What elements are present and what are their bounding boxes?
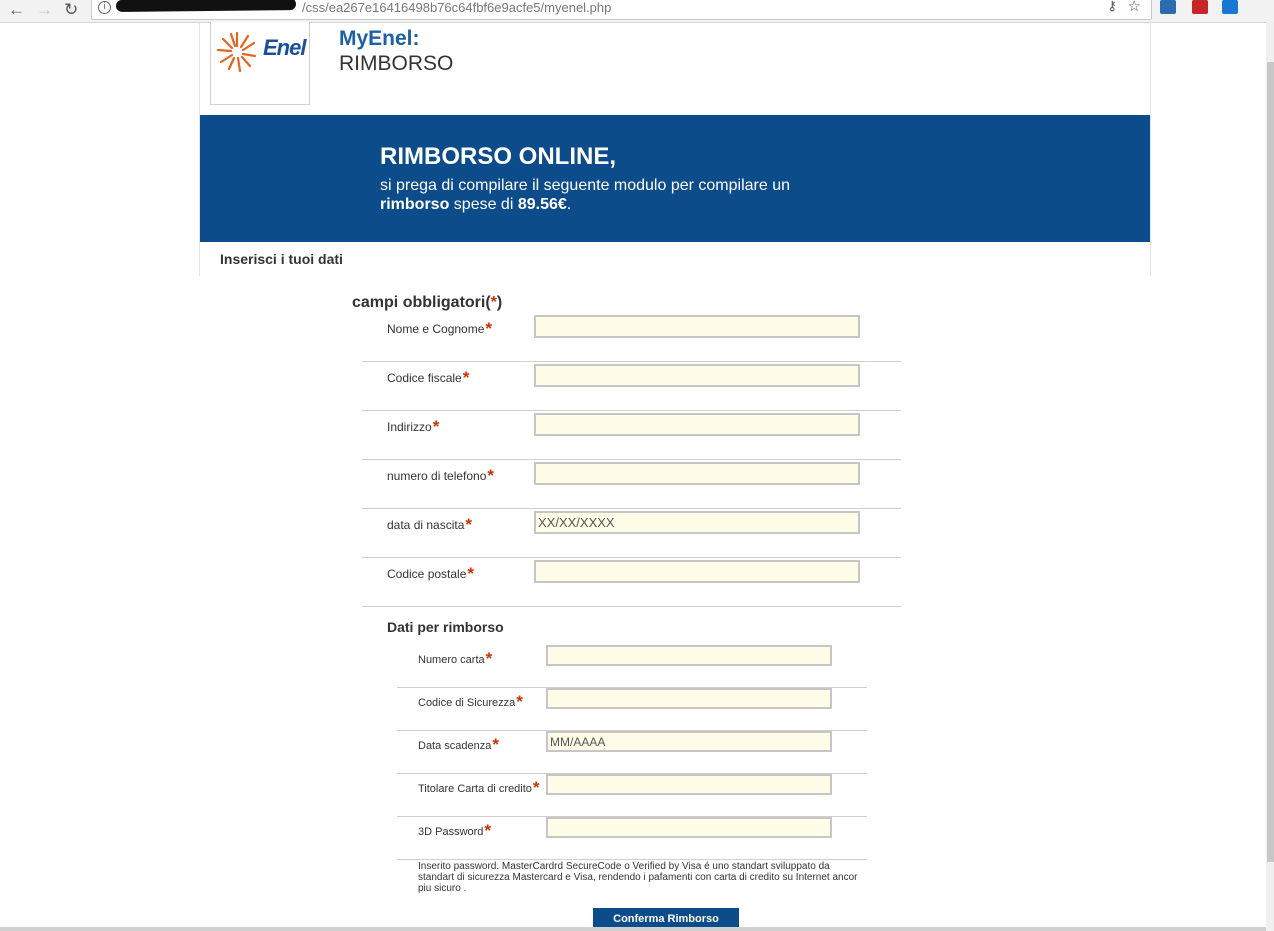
extension-icon[interactable] xyxy=(1192,0,1208,14)
form-row-numero-carta xyxy=(397,645,867,688)
sun-logo-icon xyxy=(215,30,259,74)
confirm-refund-button[interactable]: Conferma Rimborso xyxy=(593,908,739,928)
label-text: Titolare Carta di credito xyxy=(418,783,532,795)
label-text: 3D Password xyxy=(418,826,484,838)
hero-banner xyxy=(200,115,1150,242)
field-label xyxy=(418,648,492,668)
extension-icon[interactable] xyxy=(1160,0,1176,14)
form-row-telefono xyxy=(362,460,901,509)
required-star: * xyxy=(516,692,523,711)
horizontal-scrollbar[interactable] xyxy=(0,927,1266,931)
heading-text: campi obbligatori( xyxy=(352,294,491,311)
field-label xyxy=(387,465,494,485)
page-container xyxy=(199,22,1151,276)
label-text: data di nascita xyxy=(387,518,465,532)
field-label xyxy=(387,514,472,534)
required-star: * xyxy=(487,466,495,485)
logo-wordmark: Enel xyxy=(263,35,306,60)
info-icon[interactable]: i xyxy=(98,1,111,14)
form-row-3d-password xyxy=(397,817,867,860)
field-label xyxy=(418,691,523,711)
enel-logo xyxy=(210,22,310,105)
banner-bold-text: rimborso xyxy=(380,196,450,213)
required-star: * xyxy=(432,417,440,436)
banner-text-part: . xyxy=(566,196,572,213)
field-label xyxy=(418,734,499,754)
banner-text xyxy=(380,196,571,214)
url-text: /css/ea267e16416498b76c64fbf6e9acfe5/myenel.php xyxy=(302,0,612,15)
label-text: Codice postale xyxy=(387,567,467,581)
security-code-input[interactable] xyxy=(546,688,832,709)
field-label xyxy=(387,563,474,583)
form-row-indirizzo xyxy=(362,411,901,460)
back-arrow-icon[interactable]: ← xyxy=(8,0,25,19)
card-number-input[interactable] xyxy=(546,645,832,666)
field-label xyxy=(387,367,469,387)
label-text: Numero carta xyxy=(418,654,485,666)
browser-toolbar xyxy=(0,0,1274,23)
expiry-input[interactable] xyxy=(546,731,832,752)
field-label xyxy=(418,820,491,840)
label-text: Data scadenza xyxy=(418,740,492,752)
postal-code-input[interactable] xyxy=(534,560,860,583)
field-label xyxy=(387,318,492,338)
required-star: * xyxy=(532,778,540,797)
label-text: numero di telefono xyxy=(387,469,487,483)
reload-icon[interactable]: ↻ xyxy=(64,0,79,19)
form-row-titolare xyxy=(397,774,867,817)
page-title: MyEnel: xyxy=(339,27,420,50)
required-star: * xyxy=(485,319,493,338)
phone-input[interactable] xyxy=(534,462,860,485)
form-row-data-scadenza xyxy=(397,731,867,774)
label-text: Nome e Cognome xyxy=(387,322,485,336)
tax-code-input[interactable] xyxy=(534,364,860,387)
address-input[interactable] xyxy=(534,413,860,436)
required-star: * xyxy=(462,368,470,387)
3d-password-input[interactable] xyxy=(546,817,832,838)
required-star: * xyxy=(467,564,475,583)
required-star: * xyxy=(490,294,497,311)
form-row-codice-postale xyxy=(362,558,901,607)
banner-text-part: spese di xyxy=(449,196,518,213)
required-star: * xyxy=(465,515,473,534)
vertical-scrollbar-thumb[interactable] xyxy=(1267,62,1274,862)
required-star: * xyxy=(485,649,493,668)
birthdate-input[interactable] xyxy=(534,511,860,534)
field-label xyxy=(418,777,540,797)
form-row-data-nascita xyxy=(362,509,901,558)
label-text: Codice fiscale xyxy=(387,371,462,385)
cardholder-input[interactable] xyxy=(546,774,832,795)
label-text: Codice di Sicurezza xyxy=(418,697,516,709)
refund-amount: 89.56€ xyxy=(517,196,567,213)
required-fields-heading xyxy=(352,294,502,312)
forward-arrow-icon[interactable]: → xyxy=(36,0,53,19)
form-row-codice-sicurezza xyxy=(397,688,867,731)
address-bar[interactable] xyxy=(91,0,1152,20)
banner-title: RIMBORSO ONLINE, xyxy=(380,143,617,170)
redacted-domain xyxy=(116,0,296,12)
required-star: * xyxy=(492,735,500,754)
heading-text: ) xyxy=(496,294,503,311)
extension-icon[interactable] xyxy=(1222,0,1238,14)
form-row-codice-fiscale xyxy=(362,362,901,411)
label-text: Indirizzo xyxy=(387,420,432,434)
field-label xyxy=(387,416,439,436)
required-star: * xyxy=(484,821,492,840)
page-subtitle: RIMBORSO xyxy=(339,52,454,75)
bookmark-star-icon[interactable]: ☆ xyxy=(1127,0,1141,15)
form-row-nome xyxy=(362,313,901,362)
name-input[interactable] xyxy=(534,315,860,338)
key-icon[interactable]: ⚷ xyxy=(1107,0,1117,13)
securecode-notice: Inserito password. MasterCardrd SecureCode o Verified by Visa é uno standart sviluppato da standart di sicurezza Mastercard e Visa, rendendo i pafamenti con carta di credito su Internet ancor piu sicuro . xyxy=(418,861,858,894)
tab-inserisci-dati[interactable]: Inserisci i tuoi dati xyxy=(220,251,343,267)
banner-text: si prega di compilare il seguente modulo per compilare un xyxy=(380,177,790,194)
refund-section-heading: Dati per rimborso xyxy=(387,619,504,635)
